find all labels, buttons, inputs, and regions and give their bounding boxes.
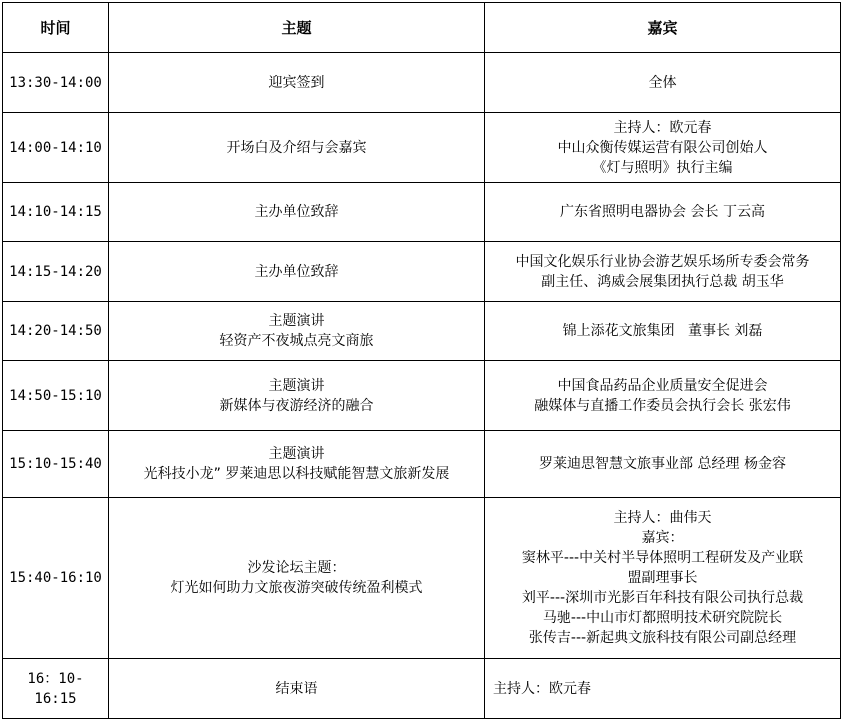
time-cell: 14:15-14:20 (3, 242, 109, 302)
topic-line: 光科技小龙” 罗莱迪思以科技赋能智慧文旅新发展 (143, 466, 450, 482)
topic-line: 主办单位致辞 (254, 204, 339, 220)
guest-line: 窦林平---中关村半导体照明工程研发及产业联 (521, 550, 804, 566)
guest-line: 中山众衡传媒运营有限公司创始人 (557, 139, 768, 156)
time-cell: 15:10-15:40 (3, 431, 109, 498)
topic-line: 迎宾签到 (268, 74, 325, 91)
guests-cell (485, 302, 841, 361)
table-row (3, 302, 841, 361)
guests-cell (485, 113, 841, 183)
topic-line: 结束语 (275, 680, 318, 697)
topic-cell (109, 659, 485, 719)
topic-cell (109, 302, 485, 361)
table-row (3, 53, 841, 113)
header-time: 时间 (3, 3, 109, 53)
table-row (3, 242, 841, 302)
topic-cell (109, 431, 485, 498)
guest-line: 广东省照明电器协会 会长 丁云高 (560, 204, 765, 220)
time-cell: 14:20-14:50 (3, 302, 109, 361)
time-cell: 15:40-16:10 (3, 498, 109, 659)
guest-line: 中国文化娱乐行业协会游艺娱乐场所专委会常务 (515, 253, 810, 270)
topic-line: 主题演讲 (268, 313, 325, 329)
table-row (3, 659, 841, 719)
topic-line: 灯光如何助力文旅夜游突破传统盈利模式 (170, 580, 423, 596)
guest-line: 《灯与照明》执行主编 (592, 159, 733, 176)
guest-line: 主持人：欧元春 (613, 119, 712, 136)
topic-line: 轻资产不夜城点亮文商旅 (219, 333, 374, 349)
time-cell: 14:00-14:10 (3, 113, 109, 183)
table-row (3, 498, 841, 659)
guest-line: 主持人：欧元春 (493, 680, 591, 697)
topic-cell (109, 183, 485, 242)
schedule-table (2, 2, 841, 719)
header-row (3, 3, 841, 53)
time-cell: 14:50-15:10 (3, 361, 109, 431)
guest-line: 锦上添花文旅集团 董事长 刘磊 (562, 323, 763, 339)
guest-line: 嘉宾： (641, 530, 684, 546)
topic-line: 主题演讲 (268, 377, 325, 394)
time-cell: 16：10-16:15 (3, 659, 109, 719)
guests-cell (485, 53, 841, 113)
guest-line: 马驰---中山市灯都照明技术研究院院长 (542, 610, 783, 626)
guest-line: 中国食品药品企业质量安全促进会 (557, 377, 768, 394)
guests-cell (485, 183, 841, 242)
table-row (3, 183, 841, 242)
guest-line: 张传吉---新起典文旅科技有限公司副总经理 (528, 630, 797, 646)
header-guests: 嘉宾 (485, 3, 841, 53)
topic-line: 主办单位致辞 (254, 263, 339, 280)
guests-cell (485, 431, 841, 498)
topic-cell (109, 53, 485, 113)
topic-line: 新媒体与夜游经济的融合 (219, 397, 374, 414)
time-cell: 13:30-14:00 (3, 53, 109, 113)
table-row (3, 431, 841, 498)
guest-line: 盟副理事长 (627, 570, 698, 586)
guests-cell (485, 659, 841, 719)
guest-line: 刘平---深圳市光影百年科技有限公司执行总裁 (521, 590, 804, 606)
topic-line: 开场白及介绍与会嘉宾 (226, 139, 367, 156)
guests-cell (485, 361, 841, 431)
guest-line: 全体 (648, 74, 677, 91)
time-cell: 14:10-14:15 (3, 183, 109, 242)
topic-line: 沙发论坛主题： (247, 560, 346, 576)
topic-cell (109, 242, 485, 302)
guest-line: 罗莱迪思智慧文旅事业部 总经理 杨金容 (539, 456, 786, 472)
topic-line: 主题演讲 (268, 446, 325, 462)
guest-line: 融媒体与直播工作委员会执行会长 张宏伟 (534, 397, 791, 414)
guests-cell (485, 498, 841, 659)
guest-line: 主持人：曲伟天 (613, 510, 712, 526)
guest-line: 副主任、鸿威会展集团执行总裁 胡玉华 (541, 273, 784, 290)
guests-cell (485, 242, 841, 302)
header-topic: 主题 (109, 3, 485, 53)
table-row (3, 113, 841, 183)
topic-cell (109, 113, 485, 183)
topic-cell (109, 498, 485, 659)
topic-cell (109, 361, 485, 431)
table-row (3, 361, 841, 431)
